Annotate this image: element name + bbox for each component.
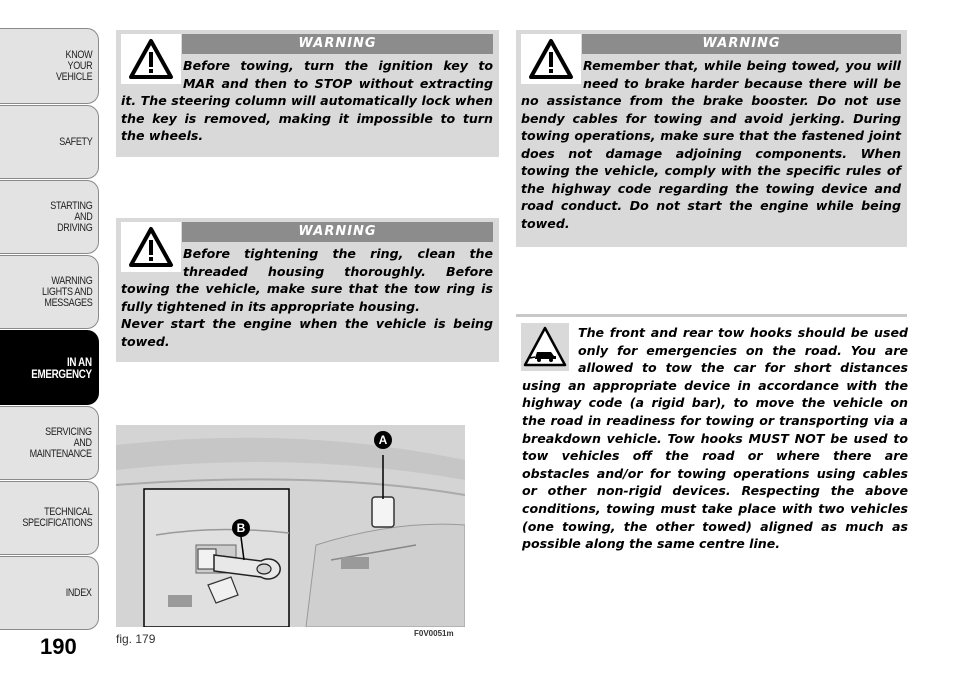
- tab-technical-specifications[interactable]: [0, 481, 99, 555]
- tab-label: STARTING AND DRIVING: [49, 199, 92, 234]
- tab-label: KNOW YOUR VEHICLE: [55, 48, 92, 83]
- warning-text: Before tightening the ring, clean the threaded housing thoroughly. Before towing the vehicle, make sure that the tow ring is fully tightened in its appropriate housing. Never start the engine when the vehicle is being towed.: [121, 246, 493, 349]
- tab-label: INDEX: [66, 586, 92, 599]
- note-divider: [516, 314, 907, 317]
- callout-b: [232, 519, 250, 537]
- warning-text: Before towing, turn the ignition key to MAR and then to STOP without extracting it. The steering column will automatically lock when the key is removed, making it impossible to turn the wheels.: [121, 58, 493, 143]
- warning-title: WARNING: [582, 34, 901, 54]
- warning-box-tow-ring: [116, 218, 499, 362]
- figure-tow-hook-diagram: [116, 425, 465, 627]
- warning-title: WARNING: [182, 34, 493, 54]
- tab-label: SAFETY: [58, 135, 92, 148]
- page-number: 190: [40, 634, 77, 659]
- tab-safety[interactable]: [0, 105, 99, 179]
- warning-box-braking: [516, 30, 907, 247]
- warning-box-ignition: [116, 30, 499, 157]
- figure-caption: fig. 179: [116, 632, 156, 646]
- tab-starting-and-driving[interactable]: [0, 180, 99, 254]
- tab-know-your-vehicle[interactable]: [0, 28, 99, 104]
- warning-text: Remember that, while being towed, you will need to brake harder because there will be no assistance from the brake booster. Do not use bendy cables for towing and avoid jerking. During towing operations, make sure that the fastened joint does not damage adjoining components. When towing the vehicle, comply with the specific rules of the highway code regarding the towing device and road conduct. Do not start the engine while being towed.: [521, 58, 901, 231]
- tab-index[interactable]: [0, 556, 99, 630]
- tow-hooks-note: The front and rear tow hooks should be used only for emergencies on the road. You are allowed to tow the car for short distances using an appropriate device in accordance with the highway code (a rigid bar), to move the vehicle on the road in readiness for towing or transporting via a breakdown vehicle. Tow hooks MUST NOT be used to tow vehicles off the road or where there are obstacles and/or for towing operations using cables or other non-rigid devices. Respecting the above conditions, towing must take place with two vehicles (one towing, the other towed) aligned as much as possible along the same centre line.: [522, 325, 908, 552]
- tab-in-an-emergency[interactable]: [0, 330, 99, 405]
- tab-warning-lights-and-messages[interactable]: [0, 255, 99, 329]
- callout-a-label: A: [378, 433, 388, 447]
- figure-code: F0V0051m: [414, 629, 454, 638]
- warning-title: WARNING: [182, 222, 493, 242]
- tab-servicing-and-maintenance[interactable]: [0, 406, 99, 480]
- callout-b-label: B: [236, 521, 246, 535]
- callout-a: [374, 431, 392, 449]
- tab-label: WARNING LIGHTS AND MESSAGES: [41, 274, 92, 309]
- tab-label: TECHNICAL SPECIFICATIONS: [22, 506, 92, 529]
- tab-label: SERVICING AND MAINTENANCE: [29, 425, 92, 460]
- tab-label: IN AN EMERGENCY: [31, 354, 92, 381]
- tow-hook-illustration: [116, 425, 465, 627]
